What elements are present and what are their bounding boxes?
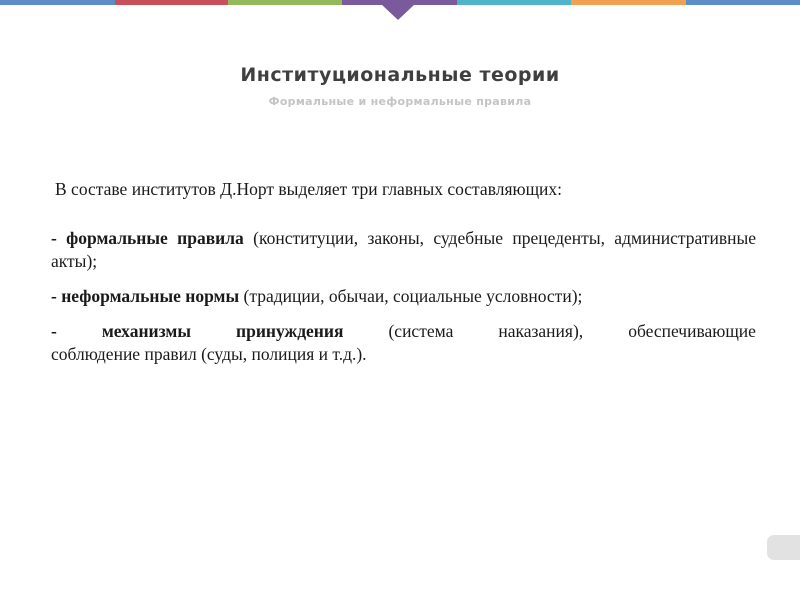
- slide-subtitle: Формальные и неформальные правила: [268, 95, 532, 108]
- top-bar-segment-blue-2: [686, 0, 800, 5]
- top-bar-segment-orange: [571, 0, 686, 5]
- list-item-formal-rules: [51, 227, 756, 273]
- list-item-enforcement: [51, 320, 756, 366]
- top-bar-segment-red: [115, 0, 228, 5]
- item-term-word-1: механизмы: [101, 321, 191, 341]
- top-bar-segment-green: [228, 0, 342, 5]
- item-term-word-2: принуждения: [236, 321, 344, 341]
- item-description-word-1: (система: [388, 321, 454, 341]
- item-line-2: соблюдение правил (суды, полиция и т.д.).: [51, 344, 367, 364]
- item-description-word-2: наказания),: [498, 321, 584, 341]
- slide-content: [51, 178, 756, 378]
- item-term: [51, 286, 239, 306]
- list-item-informal-norms: [51, 285, 756, 308]
- item-prefix: -: [51, 228, 67, 248]
- item-term: [51, 228, 244, 248]
- top-bar-segment-blue: [0, 0, 115, 5]
- triangle-marker-icon: [381, 4, 415, 20]
- item-line-1: [51, 320, 756, 343]
- item-description: (конституции, законы, судебные прецеденты, административные акты);: [51, 228, 756, 271]
- item-description-word-3: обеспечивающие: [628, 321, 756, 341]
- top-bar-segment-teal: [457, 0, 571, 5]
- slide-title: Институциональные теории: [240, 64, 560, 86]
- item-term-text: формальные правила: [66, 228, 244, 248]
- item-term-text: неформальные нормы: [61, 286, 240, 306]
- item-description: (традиции, обычаи, социальные условности);: [239, 286, 583, 306]
- intro-text: В составе институтов Д.Норт выделяет три главных составляющих:: [55, 179, 563, 199]
- slide-nav-tab-icon[interactable]: [767, 535, 800, 560]
- item-prefix: -: [51, 286, 62, 306]
- item-prefix: -: [51, 321, 57, 341]
